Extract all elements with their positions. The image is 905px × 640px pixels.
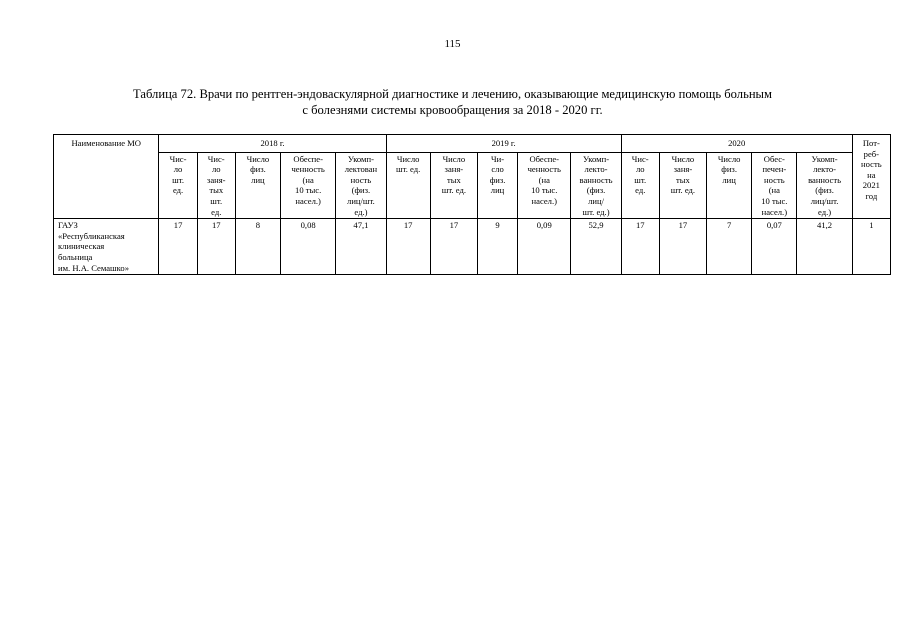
cell-2019-staffing: 52,9 bbox=[571, 219, 621, 275]
header-name-mo: Наименование МО bbox=[54, 135, 159, 219]
header-2020-provision: Обес- печен- ность (на 10 тыс. насел.) bbox=[752, 152, 797, 219]
header-2020-staffing: Укомп- лекто- ванность (физ. лиц/шт. ед.) bbox=[797, 152, 852, 219]
cell-2018-staff-units: 17 bbox=[159, 219, 197, 275]
table-title bbox=[60, 86, 845, 118]
cell-2020-physical-persons: 7 bbox=[707, 219, 752, 275]
header-2018-staffing: Укомп- лектован ность (физ. лиц/шт. ед.) bbox=[336, 152, 386, 219]
header-2019-provision: Обеспе- ченность (на 10 тыс. насел.) bbox=[518, 152, 571, 219]
header-2019-staff-units: Число шт. ед. bbox=[386, 152, 430, 219]
header-2019-physical-persons: Чи- сло физ. лиц bbox=[477, 152, 517, 219]
header-2018-staff-units: Чис- ло шт. ед. bbox=[159, 152, 197, 219]
cell-2020-provision: 0,07 bbox=[752, 219, 797, 275]
header-2018-occupied-units: Чис- ло заня- тых шт. ед. bbox=[197, 152, 235, 219]
cell-2019-staff-units: 17 bbox=[386, 219, 430, 275]
header-2018-physical-persons: Число физ. лиц bbox=[235, 152, 280, 219]
cell-2018-provision: 0,08 bbox=[281, 219, 336, 275]
header-2020-physical-persons: Число физ. лиц bbox=[707, 152, 752, 219]
cell-2019-provision: 0,09 bbox=[518, 219, 571, 275]
header-2019-staffing: Укомп- лекто- ванность (физ. лиц/ шт. ед.) bbox=[571, 152, 621, 219]
header-2018-provision: Обеспе- ченность (на 10 тыс. насел.) bbox=[281, 152, 336, 219]
data-table bbox=[53, 134, 891, 275]
header-2020-staff-units: Чис- ло шт. ед. bbox=[621, 152, 659, 219]
cell-need-2021: 1 bbox=[852, 219, 890, 275]
cell-2019-occupied-units: 17 bbox=[430, 219, 477, 275]
cell-2020-staffing: 41,2 bbox=[797, 219, 852, 275]
cell-2020-occupied-units: 17 bbox=[659, 219, 706, 275]
cell-2020-staff-units: 17 bbox=[621, 219, 659, 275]
table-title-line-1: Таблица 72. Врачи по рентген-эндоваскулярной диагностике и лечению, оказывающие медицинскую помощь больным bbox=[132, 87, 772, 101]
cell-2018-occupied-units: 17 bbox=[197, 219, 235, 275]
cell-2018-staffing: 47,1 bbox=[336, 219, 386, 275]
cell-2018-physical-persons: 8 bbox=[235, 219, 280, 275]
header-year-2020: 2020 bbox=[621, 135, 852, 153]
cell-2019-physical-persons: 9 bbox=[477, 219, 517, 275]
page-number: 115 bbox=[444, 38, 461, 50]
cell-organization-name: ГАУЗ «Республиканская клиническая больница им. Н.А. Семашко» bbox=[54, 219, 159, 275]
table-title-line-2: с болезнями системы кровообращения за 2018 - 2020 гг. bbox=[302, 103, 603, 117]
header-need-2021: Пот- реб- ность на 2021 год bbox=[852, 135, 890, 219]
header-year-2018: 2018 г. bbox=[159, 135, 386, 153]
table-row bbox=[54, 219, 891, 275]
header-2020-occupied-units: Число заня- тых шт. ед. bbox=[659, 152, 706, 219]
header-year-2019: 2019 г. bbox=[386, 135, 621, 153]
header-2019-occupied-units: Число заня- тых шт. ед. bbox=[430, 152, 477, 219]
